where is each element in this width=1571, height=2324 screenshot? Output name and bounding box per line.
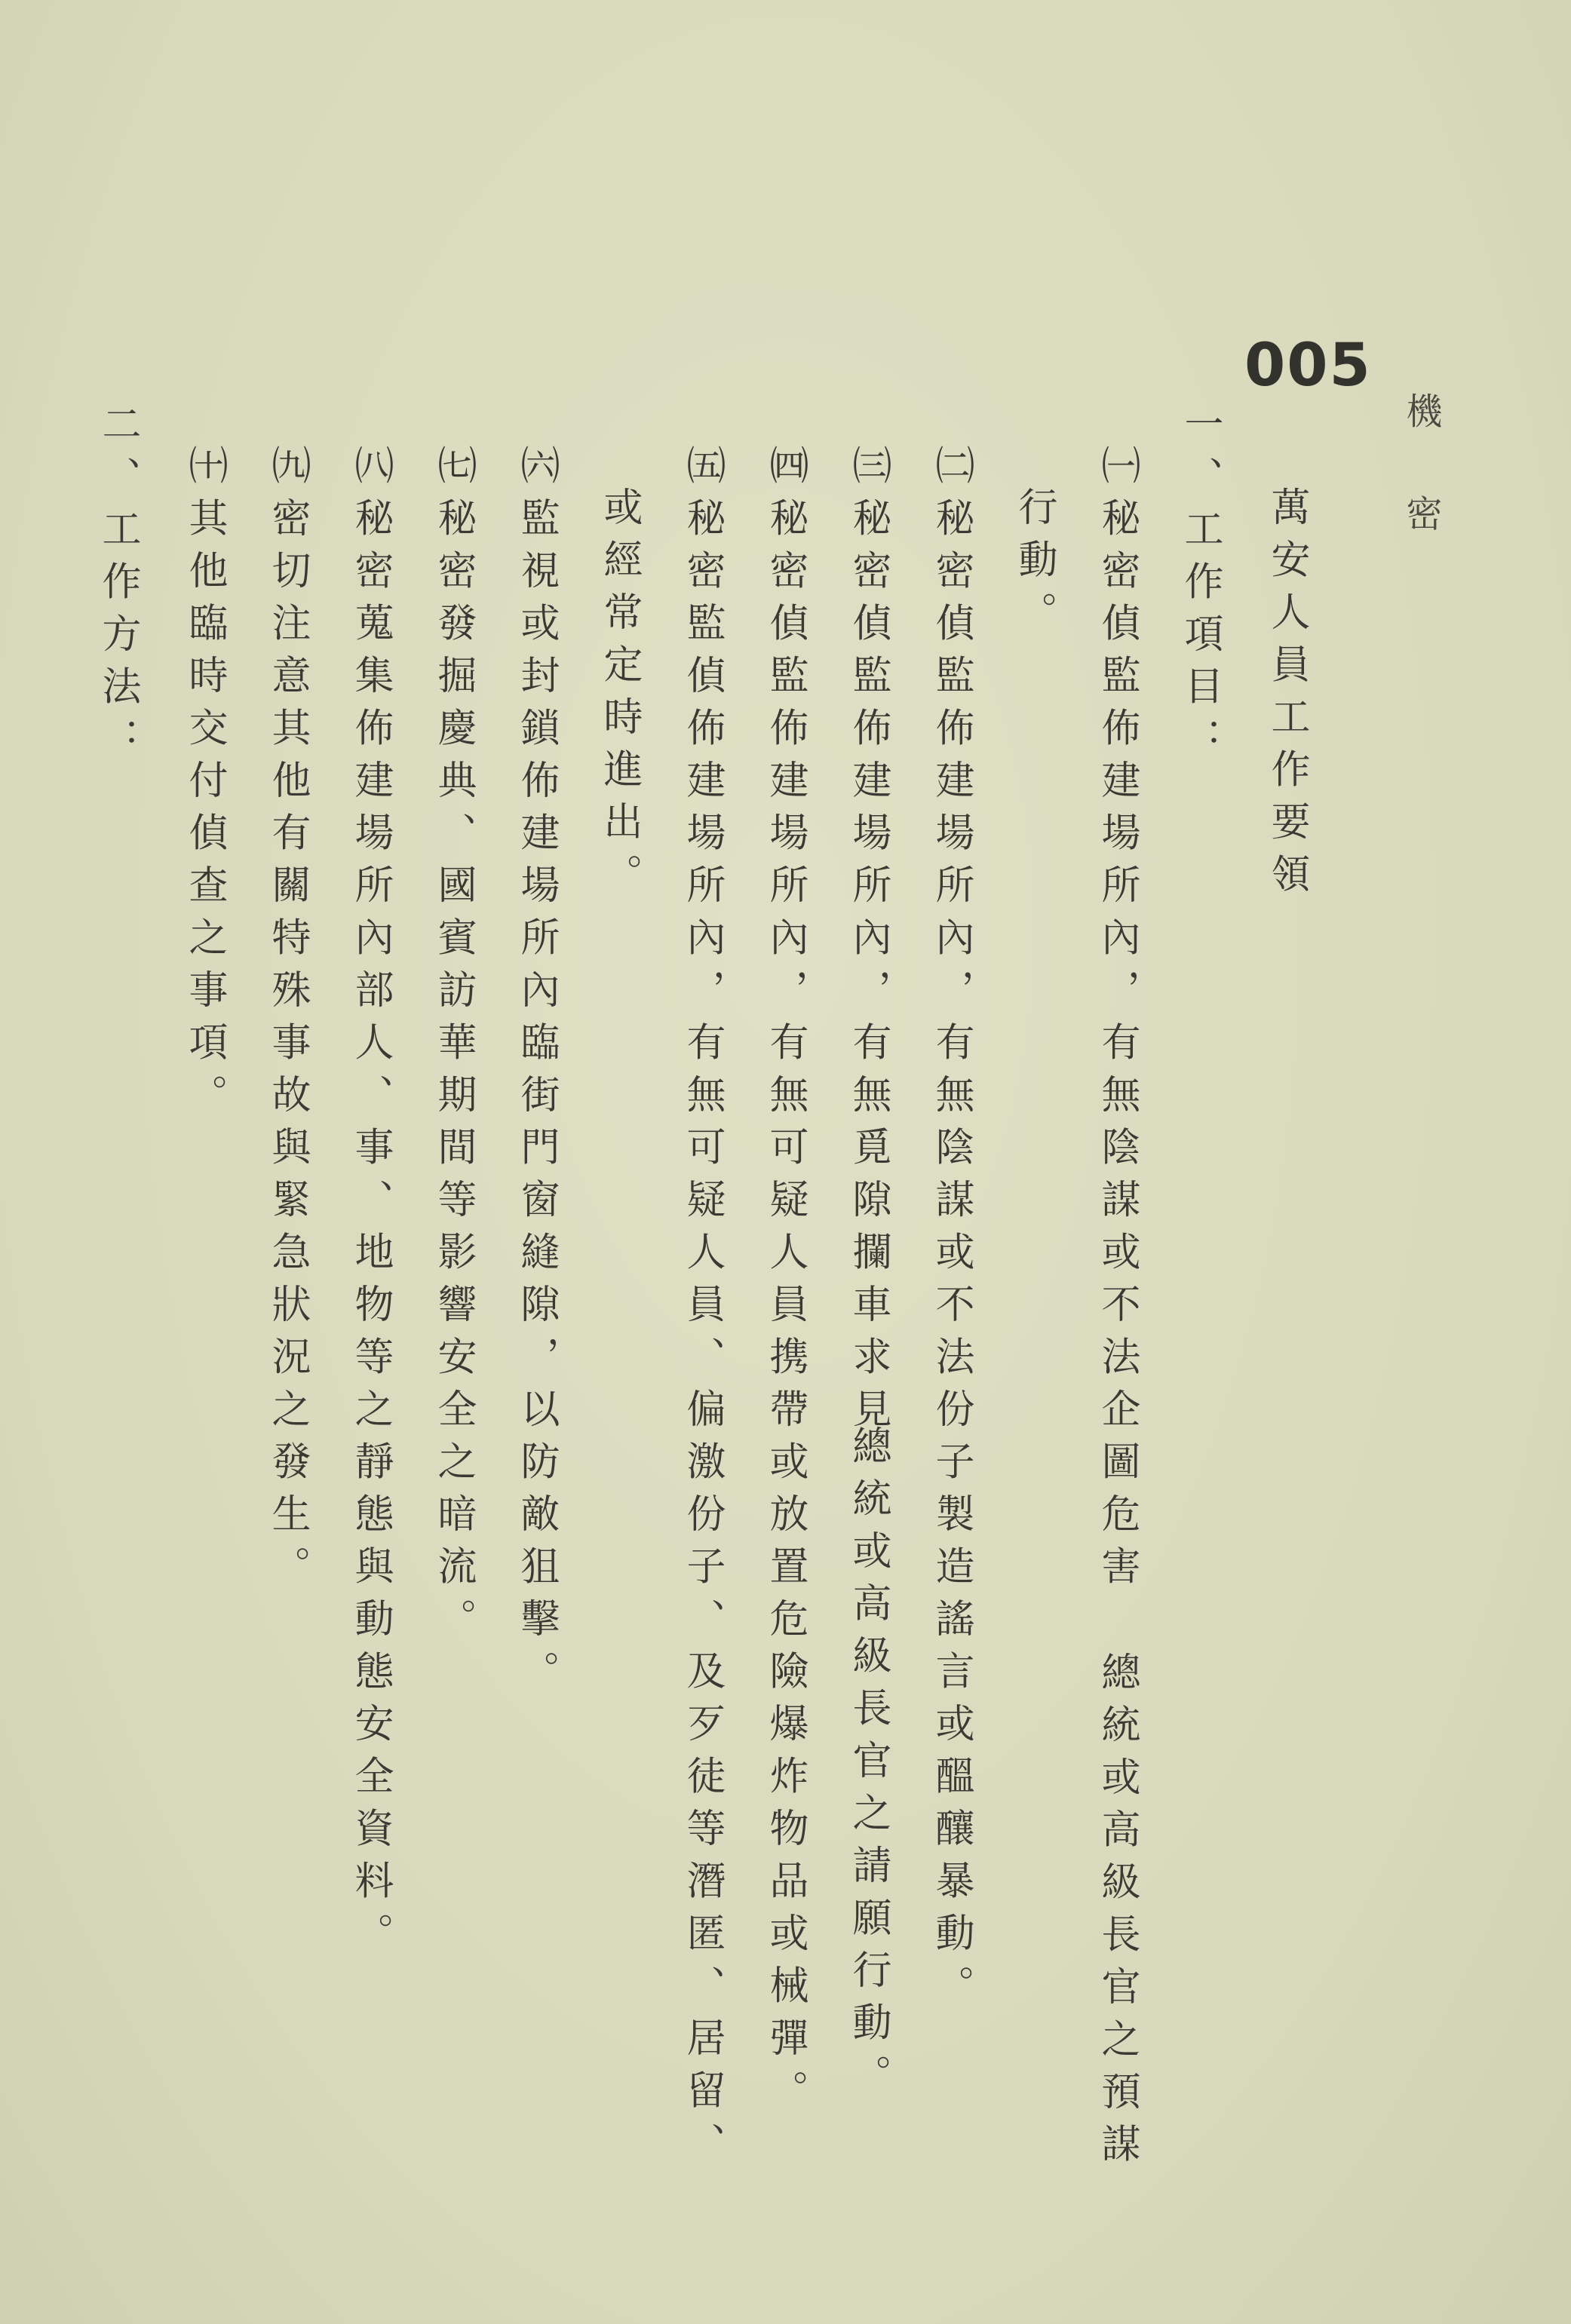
item-4: ㈣秘密偵監佈建場所內，有無可疑人員携帶或放置危險爆炸物品或械彈。 — [762, 445, 808, 2122]
item-2: ㈡秘密偵監佈建場所內，有無陰謀或不法份子製造謠言或醞釀暴動。 — [928, 445, 974, 2017]
section1-heading: 一、工作項目： — [1177, 403, 1223, 771]
item-10: ㈩其他臨時交付偵查之事項。 — [182, 445, 227, 1127]
item-7: ㈦秘密發掘慶典、國賓訪華期間等影響安全之暗流。 — [431, 445, 476, 1651]
item-8: ㈧秘密蒐集佈建場所內部人、事、地物等之靜態與動態安全資料。 — [348, 445, 393, 1965]
section2-heading: 二、工作方法： — [95, 403, 140, 771]
item-1-part2: 總統或高級長官之預謀 — [1094, 1651, 1140, 2175]
item-5-continuation: 或經常定時進出。 — [597, 486, 642, 906]
classification-stamp: 機密 — [1400, 392, 1442, 597]
item-9: ㈨密切注意其他有關特殊事故與緊急狀況之發生。 — [265, 445, 310, 1598]
item-5: ㈤秘密監偵佈建場所內，有無可疑人員、偏激份子、及歹徒等潛匿、居留、 — [680, 445, 725, 2175]
item-3-part1: ㈢秘密偵監佈建場所內，有無覓隙攔車求見 — [845, 445, 891, 1441]
item-1-part1: ㈠秘密偵監佈建場所內，有無陰謀或不法企圖危害 — [1094, 445, 1140, 1598]
document-title: 萬安人員工作要領 — [1264, 486, 1309, 906]
page-number: 005 — [1244, 332, 1372, 400]
item-1-continuation: 行動。 — [1011, 486, 1057, 644]
item-6: ㈥監視或封鎖佈建場所內臨街門窗縫隙，以防敵狙擊。 — [514, 445, 559, 1703]
item-3-part2: 總統或高級長官之請願行動。 — [845, 1425, 891, 2107]
